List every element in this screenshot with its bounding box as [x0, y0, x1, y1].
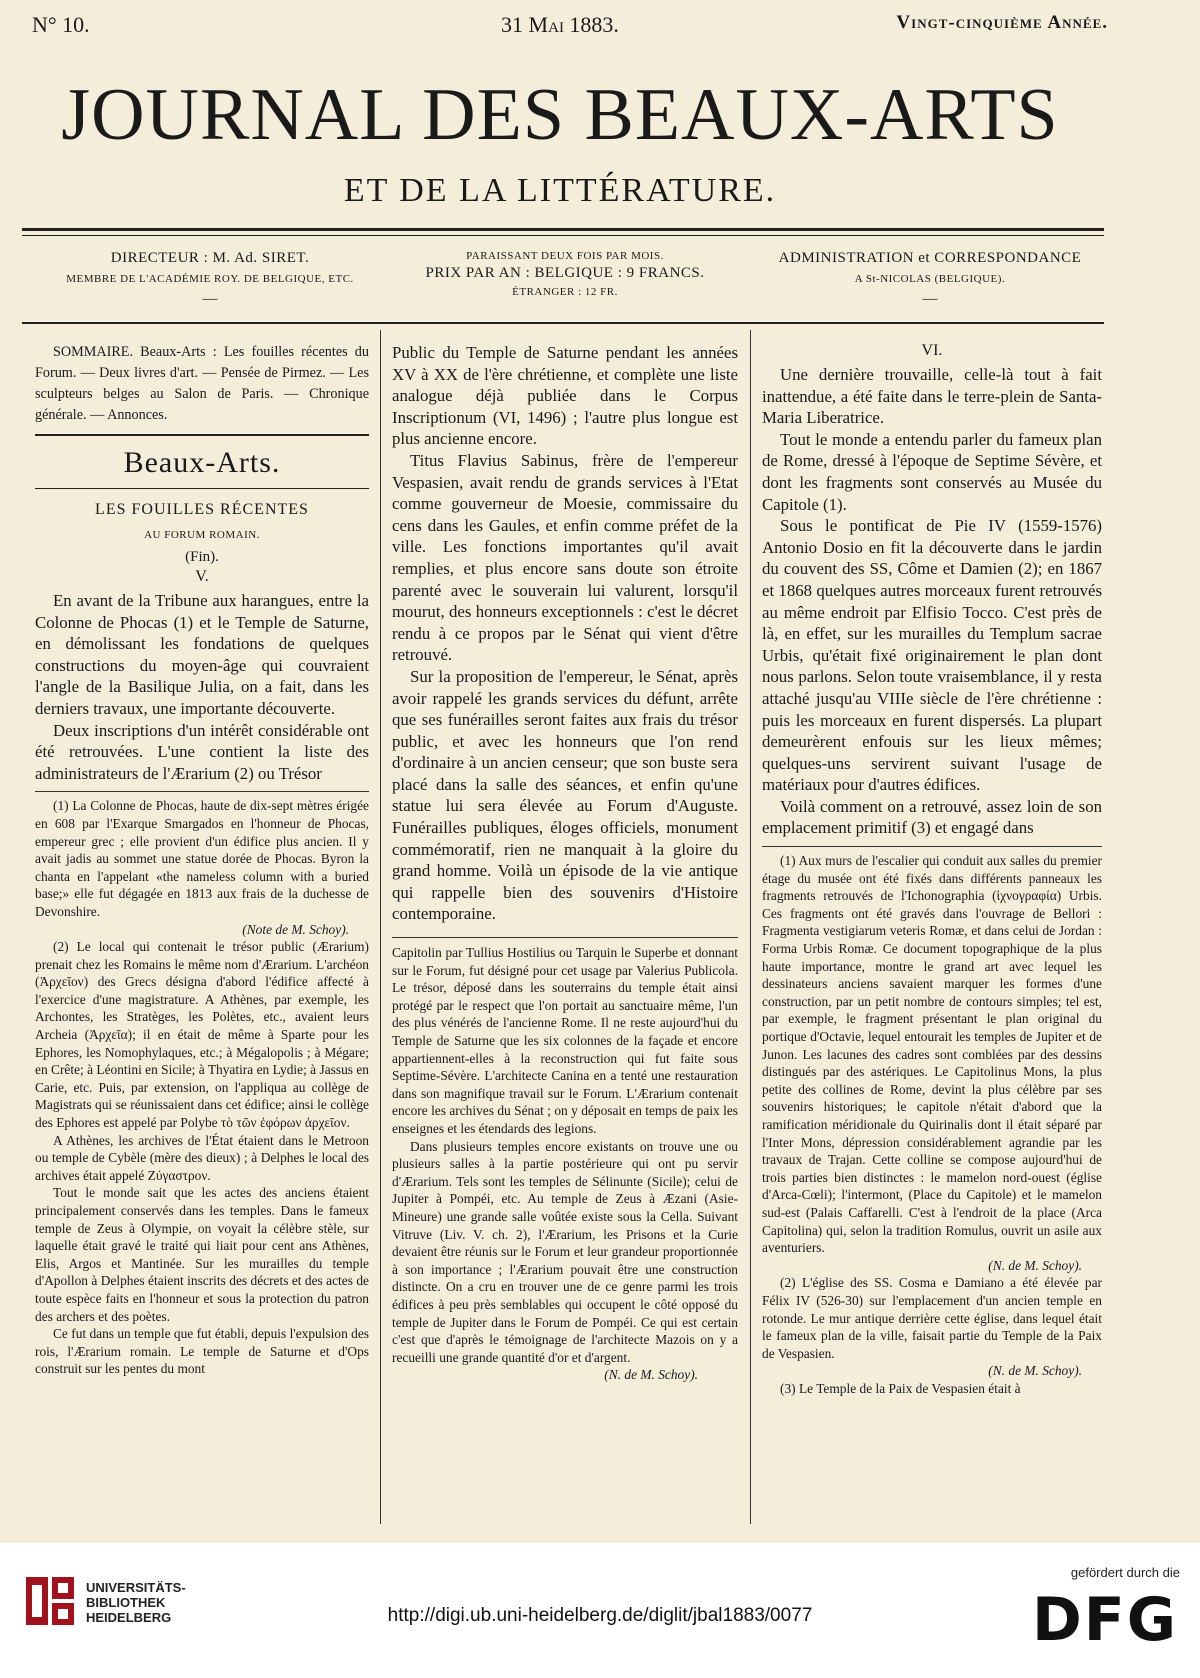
- sommaire-rule: [35, 434, 369, 436]
- article-body-col1: [35, 590, 369, 784]
- permalink-url[interactable]: http://digi.ub.uni-heidelberg.de/diglit/jbal1883/0077: [387, 1605, 813, 1626]
- foreign-price: ÉTRANGER : 12 FR.: [512, 286, 618, 298]
- journal-subtitle: ET DE LA LITTÉRATURE.: [343, 172, 777, 209]
- digitization-footer: [0, 1543, 1200, 1678]
- column-1: [35, 342, 369, 1378]
- paragraph: Public du Temple de Saturne pendant les années XV à XX de l'ère chrétienne, et complète une liste analogue déjà publiée dans le Corpus Inscriptionum (VI, 1496) ; l'autre plus longue est plus ancienne encore.: [392, 343, 738, 449]
- dfg-logo: DFG: [1031, 1585, 1178, 1655]
- issue-date: 31 Mai 1883.: [501, 12, 619, 37]
- footnote: (1) La Colonne de Phocas, haute de dix-sept mètres érigée en 608 par l'Exarque Smargados en l'honneur de Phocas, empereur grec ; elle provient d'un édifice plus ancien. Il y avait jadis au sommet une statue dorée de Phocas. Byron la chanta en l'appelant «the nameless column with a buried base;» elle fut dégagée en 1813 aux frais de la duchesse de Devonshire.: [35, 798, 369, 919]
- footnote-rule: [392, 937, 738, 938]
- paragraph: Sous le pontificat de Pie IV (1559-1576) Antonio Dosio en fit la découverte dans le jardin du couvent des SS, Côme et Damien (2); en 1867 et 1868 quelques autres morceaux furent retrouvés au même endroit par Elfisio Tocco. C'est près de là, en effet, sur les murailles du Templum sacrae Urbis, qu'était fixé originairement le plan dont nous parlons. Selon toute vraisemblance, il y resta attaché jusqu'au VIIIe siècle de l'ère chrétienne : puis les morceaux en furent dispersés. La plupart demeurèrent enfouis sur les lieux mêmes; quelques-uns servirent suivant l'usage de matériaux pour d'autres édifices.: [762, 516, 1102, 795]
- article-subtitle: AU FORUM ROMAIN.: [144, 529, 260, 541]
- paragraph: Voilà comment on a retrouvé, assez loin de son emplacement primitif (3) et engagé dans: [762, 796, 1102, 838]
- footnote: (2) Le local qui contenait le trésor public (Ærarium) prenait chez les Romains le même nom d'Ærarium. L'archéon (Ἀρχεῖον) des Grecs désigna d'abord l'édifice affecté à l'exercice d'une magistrature. A Athènes, par exemple, les Archontes, les Stratèges, les Polètes, etc., avaient leurs Archeia (Ἀρχεῖα); il en était de même à Sparte pour les Ephores, les Nomophylaques, etc.; à Mégalopolis ; à Mégare; en Crête; à Léontini en Sicile; à Thyatira en Lydie; à Jassus en Carie, etc. Puis, par extension, on l'appliqua au collège de Magistrats qui se réunissaient dans cet édifice; ainsi le collège des Ephores est appelé par Polybe τὸ τῶν ἐφόρων ἀρχεῖον.: [35, 939, 369, 1131]
- publication-frequency: PARAISSANT DEUX FOIS PAR MOIS.: [466, 250, 664, 262]
- masthead-director: [40, 250, 380, 308]
- library-line-3: HEIDELBERG: [86, 1610, 172, 1625]
- masthead-rule-bottom: [22, 322, 1104, 324]
- column-divider-right: [750, 330, 751, 1524]
- column-2: [392, 342, 738, 1384]
- masthead-rule-top: [22, 228, 1104, 231]
- footnote-signature: (N. de M. Schoy).: [988, 1363, 1082, 1379]
- director-dash: —: [202, 291, 218, 307]
- administration-line: ADMINISTRATION et CORRESPONDANCE: [778, 250, 1082, 266]
- footnote: Tout le monde sait que les actes des anciens étaient principalement conservés dans les temples. Dans le fameux temple de Zeus à Olympie, on voyait la célèbre stèle, sur laquelle était gravé le traité qui liait pour cent ans Athènes, Elis, Argos et Mantinée. Sur les murailles du temple d'Apollon à Delphes étaient inscrits des décrets et des actes de toute espèce faits en l'honneur et sous la protection du patron des archers et des poètes.: [35, 1185, 369, 1324]
- section-numeral-5: V.: [195, 568, 209, 585]
- footnote: Ce fut dans un temple que fut établi, depuis l'expulsion des rois, l'Ærarium romain. Le temple de Saturne et d'Ops construit sur les pentes du mont: [35, 1326, 369, 1377]
- column-divider-left: [380, 330, 381, 1524]
- footnote-signature: (Note de M. Schoy).: [242, 921, 349, 937]
- journal-title: JOURNAL DES BEAUX-ARTS: [61, 74, 1059, 156]
- library-line-2: BIBLIOTHEK: [86, 1595, 166, 1610]
- footnotes-col1: [35, 797, 369, 1378]
- footnote-rule: [762, 846, 1102, 847]
- administration-dash: —: [922, 291, 938, 307]
- masthead-administration: [755, 250, 1105, 308]
- section-heading: Beaux-Arts.: [123, 446, 281, 479]
- issue-year: Vingt-cinquième Année.: [896, 12, 1108, 33]
- paragraph: En avant de la Tribune aux harangues, entre la Colonne de Phocas (1) et le Temple de Saturne, en démolissant les fondations de quelques constructions du moyen-âge qui couvraient l'angle de la Basilique Julia, on a fait, dans les derniers travaux, une importante découverte.: [35, 591, 369, 718]
- footnote: Dans plusieurs temples encore existants on trouve une ou plusieurs salles à la partie postérieure qui ont pu servir d'Ærarium. Tels sont les temples de Sélinunte (Sicile); celui de Jupiter à Pompéi, etc. Au temple de Zeus à Æzani (Asie-Mineure) une grande salle voûtée existe sous la Cella. Suivant Vitruve (Liv. V. ch. 2), l'Ærarium, les Prisons et la Curie devaient être réunis sur le Forum et leur grandeur proportionnée à son importance ; l'Ærarium pouvait être une construction distincte. On a cru en trouver une de ce genre parmi les trois édifices à peu près semblables qui occupent le côté opposé du temple de Jupiter dans le Forum de Pompéi. Ce qui est certain c'est que d'après le témoignage de l'architecte Mazois on y a recueilli une grande quantité d'or et d'argent.: [392, 1138, 738, 1365]
- footnote: Capitolin par Tullius Hostilius ou Tarquin le Superbe et donnant sur le Forum, fut désigné pour cet usage par Valerius Publicola. Le trésor, déposé dans les souterrains du temple était ainsi protégé par le respect que l'on portait au sanctuaire même, l'un des plus vénérés de l'ancienne Rome. Il ne reste aujourd'hui du Temple de Saturne que les six colonnes de la façade et encore appartiennent-elles à la reconstruction qui fut faite sous Septime-Sévère. L'architecte Canina en a tenté une restauration dans son magnifique travail sur le Forum. L'Ærarium contenait encore les archives du Sénat ; on y déposait en temps de paix les enseignes et les étendards des legions.: [392, 945, 738, 1136]
- footnote: A Athènes, les archives de l'État étaient dans le Metroon ou temple de Cybèle (mère des dieux) ; à Delphes le local des archives était appelé Ζύγαστρον.: [35, 1132, 369, 1183]
- footnote: (2) L'église des SS. Cosma e Damiano a été élevée par Félix IV (526-30) sur l'emplacement d'un ancien temple en rotonde. Le mur antique derrière cette église, dans lequel était le fameux plan de la ville, faisait partie du Temple de la Paix de Vespasien.: [762, 1275, 1102, 1361]
- footnotes-col3: [762, 852, 1102, 1397]
- sommaire-text: SOMMAIRE. Beaux-Arts : Les fouilles récentes du Forum. — Deux livres d'art. — Pensée de Pirmez. — Les sculpteurs belges au Salon de Paris. — Chronique générale. — Annonces.: [35, 344, 369, 423]
- library-line-1: UNIVERSITÄTS-: [86, 1580, 186, 1595]
- issue-number: N° 10.: [32, 12, 90, 37]
- director-membership: MEMBRE DE L'ACADÉMIE ROY. DE BELGIQUE, ETC.: [66, 273, 354, 285]
- annual-price: PRIX PAR AN : BELGIQUE : 9 FRANCS.: [425, 265, 705, 281]
- section-numeral-6: VI.: [921, 342, 943, 359]
- footnote-signature: (N. de M. Schoy).: [988, 1257, 1082, 1273]
- paragraph: Une dernière trouvaille, celle-là tout à fait inattendue, a été faite dans le terre-plein de Santa-Maria Liberatrice.: [762, 365, 1102, 428]
- funded-by-label: gefördert durch die: [1070, 1565, 1180, 1580]
- article-title: LES FOUILLES RÉCENTES: [95, 501, 309, 518]
- sommaire: [35, 342, 369, 426]
- footnote: (1) Aux murs de l'escalier qui conduit aux salles du premier étage du musée ont été fixés dans différents panneaux les fragments retrouvés de l'Ichonographia (ἰχνογραφία) Urbis. Ces fragments ont été gravés dans l'ouvrage de Bellori : Fragmenta vestigiarum veteris Romæ, et dans celui de Jordan : Forma Urbis Romæ. Ce document topographique de la plus haute importance, montre le grand art avec lequel les dessinateurs anciens savaient marquer les formes d'une construction, par un petit nombre de contours simples; tel est, par exemple, le fragment présentant le plan original du portique d'Octavie, lequel entourait les temples de Jupiter et de Junon. Les lacunes des cadres sont comblées par des dessins distingués par des astériques. Le Capitolinus Mons, la plus petite des collines de Rome, devint la plus célèbre par ses souvenirs historiques; le capitole n'était d'abord que la ramification méridionale du Quirinalis dont il était séparé par l'Inter Mons, dépression considérablement agrandie par les travaux de Trajan. Cette colline se compose aujourd'hui de trois parties bien distinctes : le mamelon nord-ouest (église d'Arca-Cœli); l'intermont, (Place du Capitole) et le mamelon sud-est (Palais Caffarelli. C'est à l'endroit de la place (Arca Capitolina) qui, selon la tradition Romulus, ouvrit un asile aux aventuriers.: [762, 853, 1102, 1256]
- column-3: [762, 342, 1102, 1397]
- administration-address: A St-NICOLAS (BELGIQUE).: [854, 273, 1006, 285]
- article-body-col3: [762, 364, 1102, 839]
- masthead-subscription: [395, 250, 735, 298]
- director-line: DIRECTEUR : M. Ad. SIRET.: [110, 250, 310, 266]
- footnote-rule: [35, 791, 369, 792]
- paragraph: Deux inscriptions d'un intérêt considérable ont été retrouvées. L'une contient la liste des administrateurs de l'Ærarium (2) ou Trésor: [35, 720, 369, 783]
- footnote: (3) Le Temple de la Paix de Vespasien était à: [780, 1380, 1021, 1396]
- footnote-signature: (N. de M. Schoy).: [604, 1367, 698, 1383]
- masthead-rule-top-thin: [22, 235, 1104, 236]
- article-body-col2: [392, 342, 738, 925]
- footnotes-col2: [392, 944, 738, 1384]
- paragraph: Titus Flavius Sabinus, frère de l'empereur Vespasien, avait rendu de grands services à l'Etat comme gouverneur de Moesie, commissaire du cens dans les Gaules, et enfin comme préfet de la ville. Les fonctions importantes qu'il avait remplies, et plus encore sans doute son étroite parenté avec le souverain lui valurent, lorsqu'il mourut, des honneurs exceptionnels : c'est le décret rendu à ce propos par le Sénat qui vient d'être retrouvé.: [392, 450, 738, 665]
- paragraph: Sur la proposition de l'empereur, le Sénat, après avoir rappelé les grands services du défunt, arrête que ses funérailles seront faites aux frais du trésor public, et avec les honneurs que l'on rend d'ordinaire à un ancien censeur; que son buste sera placé dans la salle des séances, et enfin qu'une statue lui sera élevée au Forum d'Auguste. Funérailles publiques, éloges officiels, monument commémoratif, rien ne manquait à la gloire du grand homme. Voilà un épisode de la vie antique qui rappelle bien des souvenirs d'Histoire contemporaine.: [392, 666, 738, 924]
- article-fin: (Fin).: [185, 549, 219, 565]
- section-rule: [35, 488, 369, 489]
- paragraph: Tout le monde a entendu parler du fameux plan de Rome, dressé à l'époque de Septime Sévère, et dont les fragments sont conservés au Musée du Capitole (1).: [762, 429, 1102, 514]
